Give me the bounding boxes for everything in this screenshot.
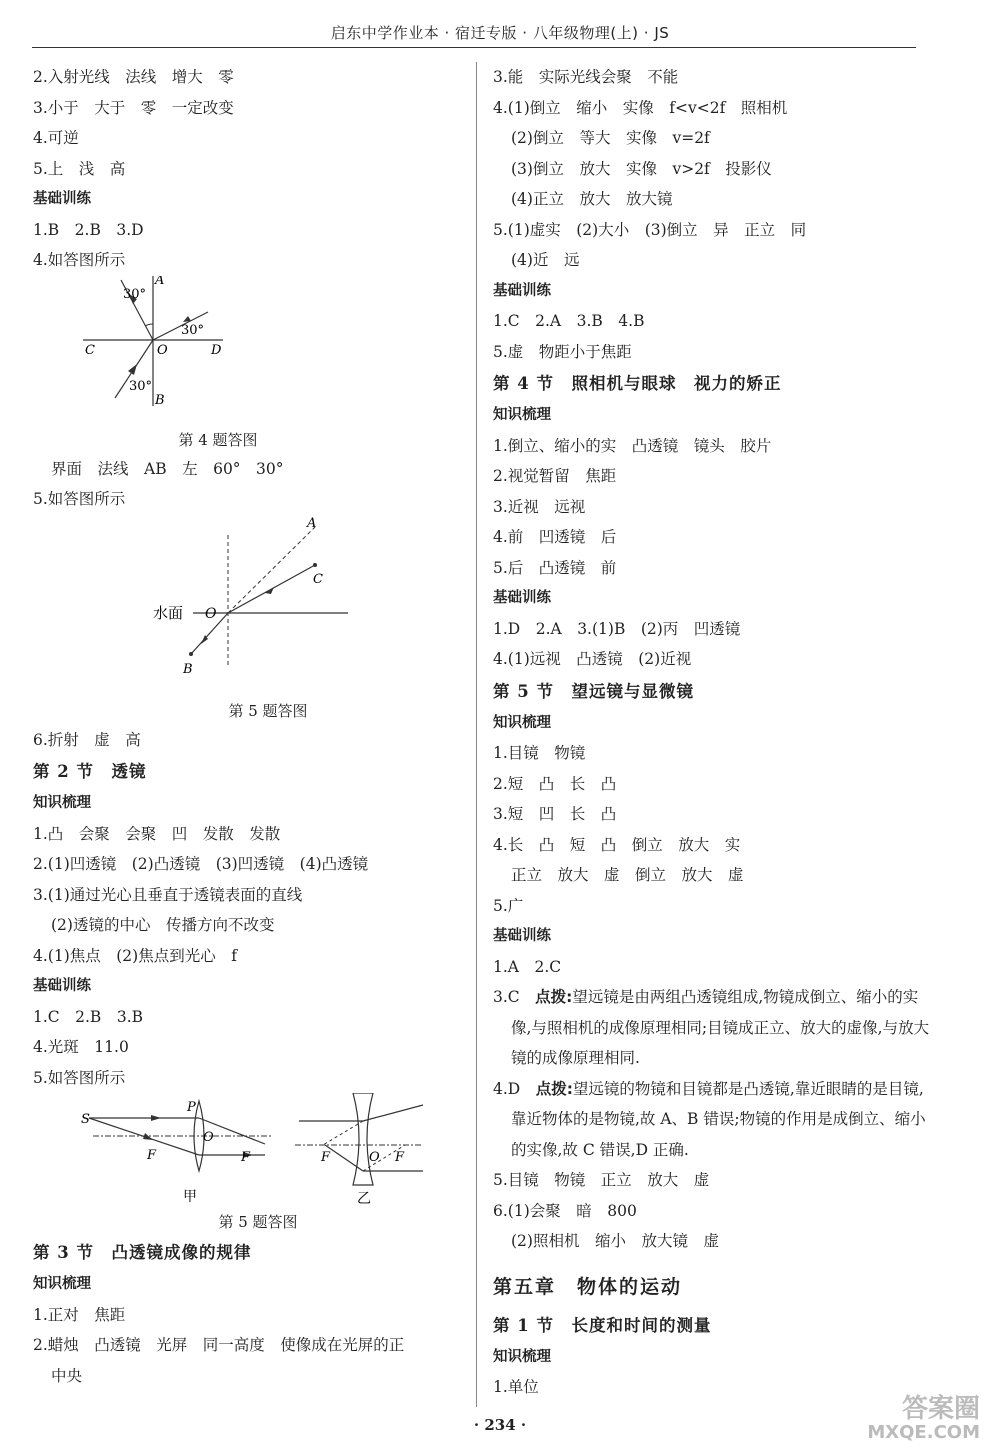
- answer-line: 4.(1)远视 凸透镜 (2)近视: [493, 650, 692, 668]
- answer-line: 4.可逆: [33, 129, 79, 147]
- subheading: 基础训练: [33, 191, 91, 207]
- answer-line: (2)透镜的中心 传播方向不改变: [51, 916, 275, 934]
- hint-text: 望远镜的物镜和目镜都是凸透镜,靠近眼睛的是目镜,靠近物体的是物镜,故 A、B 错误;物镜的作用是成倒立、缩小的实像,故 C 错误,D 正确.: [511, 1079, 926, 1159]
- hint-label: 点拨:: [535, 988, 573, 1006]
- reflection-refraction-diagram: [33, 276, 463, 426]
- answer-line: 2.视觉暂留 焦距: [493, 467, 617, 485]
- label-F: F: [241, 1150, 251, 1165]
- answer-line: 2.蜡烛 凸透镜 光屏 同一高度 使像成在光屏的正: [33, 1336, 405, 1354]
- answer-line: (2)倒立 等大 实像 v=2f: [511, 129, 710, 147]
- answer-line: 4.光斑 11.0: [33, 1038, 129, 1056]
- answer-line: (4)正立 放大 放大镜: [511, 190, 673, 208]
- subheading: 基础训练: [33, 978, 91, 994]
- answer-line: 4.(1)焦点 (2)焦点到光心 f: [33, 946, 237, 965]
- figure-lens: [33, 1093, 463, 1208]
- answer-number: 4.D: [493, 1079, 536, 1098]
- answer-line: 5.后 凸透镜 前: [493, 558, 617, 577]
- figure-4: [33, 276, 463, 426]
- answer-line: 中央: [51, 1366, 83, 1385]
- label-jia: 甲: [183, 1189, 197, 1205]
- answer-line: 3.能 实际光线会聚 不能: [493, 68, 679, 86]
- section-heading: 第 5 节 望远镜与显微镜: [493, 681, 694, 701]
- answer-line: 1.目镜 物镜: [493, 744, 586, 762]
- label-P: P: [187, 1100, 196, 1115]
- hint-label: 点拨:: [535, 1079, 573, 1098]
- answer-line: 4.前 凹透镜 后: [493, 528, 617, 546]
- label-O: O: [369, 1150, 380, 1165]
- label-D: D: [211, 342, 222, 358]
- hint-text: 望远镜是由两组凸透镜组成,物镜成倒立、缩小的实像,与照相机的成像原理相同;目镜成正立、放大的虚像,与放大镜的成像原理相同.: [511, 988, 930, 1067]
- subheading: 基础训练: [493, 282, 551, 299]
- label-O: O: [203, 1130, 214, 1145]
- figure-caption: 第 5 题答图: [218, 1213, 298, 1231]
- answer-line: 5.如答图所示: [33, 490, 126, 508]
- section-heading: 第 3 节 凸透镜成像的规律: [33, 1243, 252, 1262]
- answer-line: (4)近 远: [511, 251, 580, 269]
- figure-caption: 第 5 题答图: [228, 701, 308, 720]
- running-header: 启东中学作业本 · 宿迁专版 · 八年级物理(上) · JS: [330, 24, 670, 42]
- answer-line: 1.倒立、缩小的实 凸透镜 镜头 胶片: [493, 436, 772, 455]
- angle-label: 30°: [129, 378, 153, 394]
- answer-line: 5.虚 物距小于焦距: [493, 342, 632, 361]
- section-heading: 第 2 节 透镜: [33, 762, 147, 781]
- label-A: A: [155, 275, 165, 288]
- subheading: 知识梳理: [493, 407, 551, 423]
- answer-line: 2.入射光线 法线 增大 零: [33, 68, 234, 86]
- answer-line: 1.B 2.B 3.D: [33, 220, 144, 239]
- angle-label: 30°: [181, 322, 205, 338]
- answer-line: (3)倒立 放大 实像 v>2f 投影仪: [511, 159, 772, 178]
- figure-caption: 第 4 题答图: [178, 430, 258, 449]
- label-B: B: [155, 392, 165, 408]
- section-heading: 第 1 节 长度和时间的测量: [493, 1315, 712, 1335]
- header-rule: [32, 47, 916, 48]
- label-O: O: [157, 342, 168, 358]
- answer-paragraph: [493, 982, 933, 1074]
- page-number: · 234 ·: [473, 1416, 527, 1434]
- label-S: S: [81, 1112, 90, 1127]
- label-F: F: [147, 1148, 157, 1163]
- answer-line: 正立 放大 虚 倒立 放大 虚: [511, 866, 744, 884]
- answer-line: 6.(1)会聚 暗 800: [493, 1201, 637, 1220]
- answer-line: 4.(1)倒立 缩小 实像 f<v<2f 照相机: [493, 98, 788, 117]
- answer-line: 5.广: [493, 896, 524, 915]
- subheading: 知识梳理: [33, 1276, 91, 1292]
- subheading: 基础训练: [493, 590, 551, 606]
- right-column: [493, 62, 933, 1403]
- answer-line: 2.短 凸 长 凸: [493, 774, 617, 793]
- subheading: 知识梳理: [33, 795, 91, 811]
- answer-line: 1.D 2.A 3.(1)B (2)丙 凹透镜: [493, 619, 741, 638]
- left-column: [33, 62, 463, 1391]
- label-A: A: [307, 515, 317, 531]
- angle-label: 30°: [123, 286, 147, 302]
- figure-5: [33, 515, 463, 697]
- answer-line: 界面 法线 AB 左 60° 30°: [51, 459, 284, 478]
- answer-line: 4.如答图所示: [33, 251, 126, 269]
- answer-line: 1.正对 焦距: [33, 1305, 126, 1324]
- answer-line: 3.(1)通过光心且垂直于透镜表面的直线: [33, 885, 303, 904]
- answer-line: 1.凸 会聚 会聚 凹 发散 发散: [33, 824, 281, 843]
- label-C: C: [313, 571, 323, 587]
- answer-line: 5.如答图所示: [33, 1068, 126, 1087]
- answer-paragraph: [493, 1074, 933, 1166]
- answer-line: 1.C 2.A 3.B 4.B: [493, 312, 645, 330]
- watermark-logo: [830, 1395, 980, 1445]
- answer-line: 5.(1)虚实 (2)大小 (3)倒立 异 正立 同: [493, 220, 807, 239]
- answer-line: 3.短 凹 长 凸: [493, 805, 617, 823]
- answer-line: 1.单位: [493, 1378, 539, 1396]
- chapter-heading: 第五章 物体的运动: [493, 1275, 683, 1298]
- water-refraction-diagram: [33, 515, 463, 697]
- water-surface-label: 水面: [153, 603, 184, 622]
- watermark-line: 答案圈: [901, 1394, 980, 1424]
- answer-line: 4.长 凸 短 凸 倒立 放大 实: [493, 835, 741, 854]
- answer-line: 5.上 浅 高: [33, 159, 126, 178]
- label-yi: 乙: [357, 1191, 371, 1207]
- answer-line: 5.目镜 物镜 正立 放大 虚: [493, 1171, 710, 1189]
- label-F: F: [395, 1150, 405, 1165]
- label-F: F: [321, 1150, 331, 1165]
- label-O: O: [205, 605, 217, 622]
- label-B: B: [183, 661, 193, 677]
- section-heading: 第 4 节 照相机与眼球 视力的矫正: [493, 374, 782, 393]
- answer-line: 1.C 2.B 3.B: [33, 1007, 144, 1026]
- answer-line: 3.近视 远视: [493, 497, 586, 516]
- watermark-line: MXQE.COM: [867, 1422, 980, 1443]
- answer-line: 2.(1)凹透镜 (2)凸透镜 (3)凹透镜 (4)凸透镜: [33, 855, 369, 873]
- label-C: C: [85, 342, 95, 358]
- answer-line: (2)照相机 缩小 放大镜 虚: [511, 1232, 719, 1250]
- answer-line: 3.小于 大于 零 一定改变: [33, 98, 234, 117]
- lens-diagram: [33, 1093, 463, 1208]
- subheading: 知识梳理: [493, 714, 551, 731]
- subheading: 知识梳理: [493, 1348, 551, 1365]
- answer-line: 6.折射 虚 高: [33, 730, 141, 749]
- subheading: 基础训练: [493, 928, 551, 944]
- column-divider: [476, 62, 477, 1407]
- answer-number: 3.C: [493, 988, 536, 1006]
- answer-line: 1.A 2.C: [493, 957, 562, 976]
